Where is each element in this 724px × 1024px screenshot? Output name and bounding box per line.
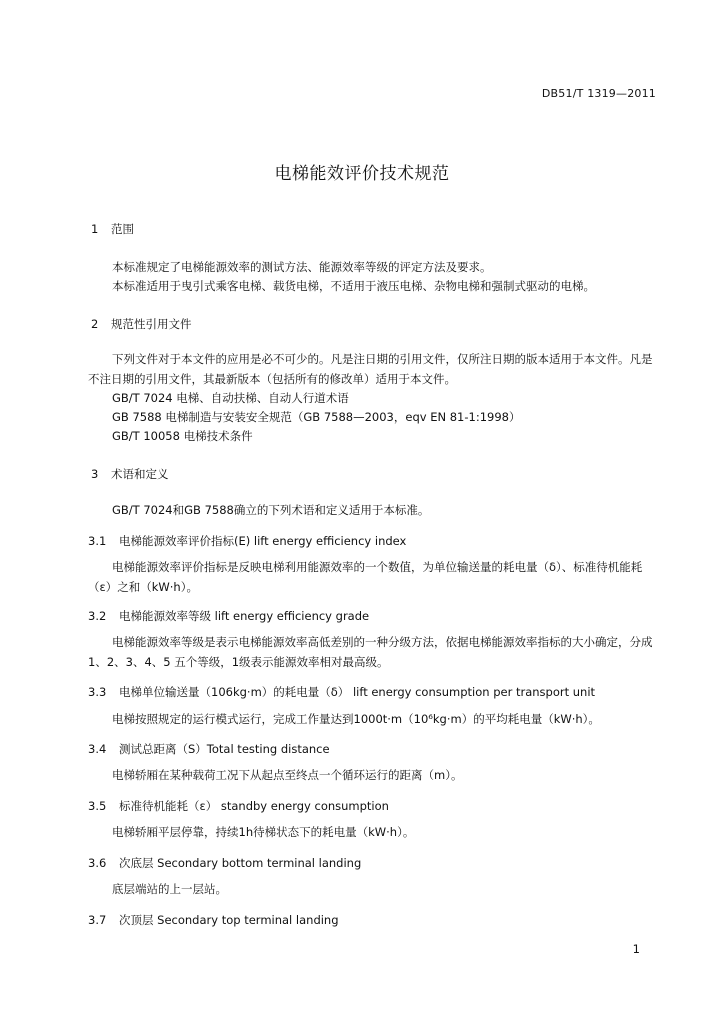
term-title: 次顶层 Secondary top terminal landing: [119, 913, 339, 927]
terms-intro: GB/T 7024和GB 7588确立的下列术语和定义适用于本标准。: [112, 503, 430, 517]
term-number: 3.6: [88, 856, 107, 870]
term-heading: [88, 798, 389, 814]
reference-item: GB 7588 电梯制造与安装安全规范（GB 7588—2003，eqv EN 81-1:1998）: [112, 410, 521, 424]
term-definition: 电梯按照规定的运行模式运行，完成工作量达到1000t·m（10⁶kg·m）的平均耗电量（kW·h）。: [112, 712, 600, 726]
term-definition: 底层端站的上一层站。: [112, 882, 227, 896]
term-title: 标准待机能耗（ε） standby energy consumption: [119, 799, 389, 813]
section-number: 2: [91, 317, 99, 331]
scope-paragraph-1: 本标准规定了电梯能源效率的测试方法、能源效率等级的评定方法及要求。: [112, 260, 492, 274]
term-definition: 电梯轿厢在某种载荷工况下从起点至终点一个循环运行的距离（m）。: [112, 768, 463, 782]
term-number: 3.2: [88, 609, 107, 623]
term-number: 3.7: [88, 913, 107, 927]
term-heading: [88, 608, 369, 624]
term-title: 次底层 Secondary bottom terminal landing: [119, 856, 362, 870]
standard-code: DB51/T 1319—2011: [541, 87, 656, 100]
section-heading-references: [91, 316, 192, 332]
term-definition: 电梯能源效率等级是表示电梯能源效率高低差别的一种分级方法，依据电梯能源效率指标的大小确定，分成1、2、3、4、5 五个等级，1级表示能源效率相对最高级。: [88, 635, 653, 669]
term-number: 3.3: [88, 685, 107, 699]
term-title: 电梯单位输送量（106kg·m）的耗电量（δ） lift energy consumption per transport unit: [119, 685, 596, 699]
term-title: 测试总距离（S）Total testing distance: [119, 742, 330, 756]
term-heading: [88, 912, 339, 928]
term-definition: 电梯能源效率评价指标是反映电梯利用能源效率的一个数值，为单位输送量的耗电量（δ）、标准待机能耗（ε）之和（kW·h）。: [88, 560, 643, 594]
reference-item: GB/T 7024 电梯、自动扶梯、自动人行道术语: [112, 391, 349, 405]
section-number: 3: [91, 467, 99, 481]
term-title: 电梯能源效率评价指标(E) lift energy efficiency index: [119, 534, 407, 548]
scope-paragraph-2: 本标准适用于曳引式乘客电梯、载货电梯，不适用于液压电梯、杂物电梯和强制式驱动的电梯。: [112, 279, 595, 293]
section-number: 1: [91, 222, 99, 236]
reference-item: GB/T 10058 电梯技术条件: [112, 429, 253, 443]
term-number: 3.5: [88, 799, 107, 813]
term-heading: [88, 533, 406, 549]
term-number: 3.1: [88, 534, 107, 548]
document-title: 电梯能效评价技术规范: [274, 164, 450, 184]
page-number: 1: [632, 942, 640, 956]
term-heading: [88, 855, 361, 871]
section-heading-terms: [91, 466, 169, 482]
term-heading: [88, 684, 595, 700]
section-title: 规范性引用文件: [111, 317, 192, 331]
section-heading-scope: [91, 221, 134, 237]
term-title: 电梯能源效率等级 lift energy efficiency grade: [119, 609, 370, 623]
section-title: 术语和定义: [111, 467, 169, 481]
section-title: 范围: [111, 222, 134, 236]
term-number: 3.4: [88, 742, 107, 756]
term-heading: [88, 741, 330, 757]
references-intro: 下列文件对于本文件的应用是必不可少的。凡是注日期的引用文件，仅所注日期的版本适用于本文件。凡是不注日期的引用文件，其最新版本（包括所有的修改单）适用于本文件。: [88, 352, 653, 386]
term-definition: 电梯轿厢平层停靠，持续1h待梯状态下的耗电量（kW·h）。: [112, 825, 415, 839]
